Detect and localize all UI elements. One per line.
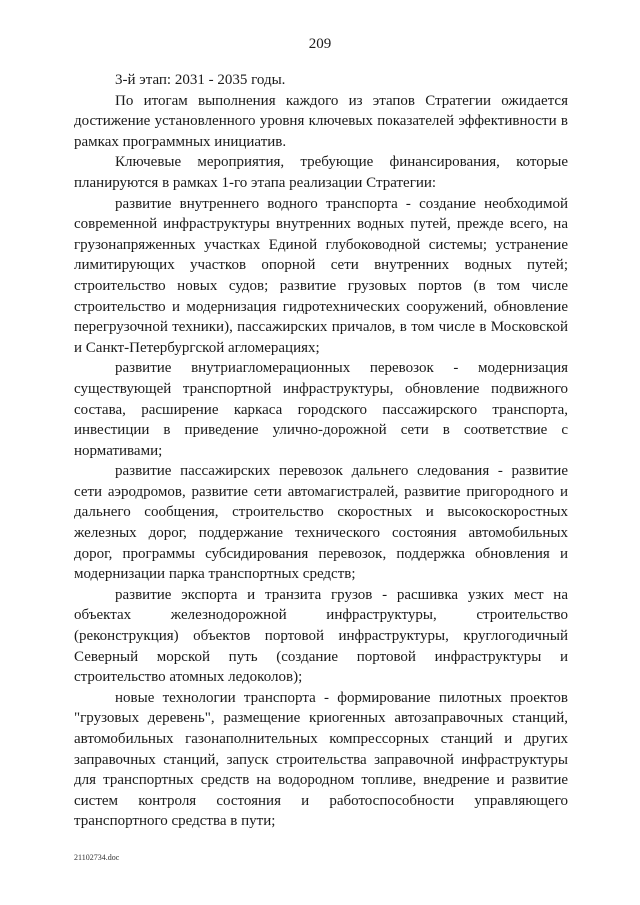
page-number: 209 [308, 36, 332, 52]
stage-3-paragraph: 3-й этап: 2031 - 2035 годы. [115, 72, 286, 88]
document-body [74, 70, 568, 832]
inland-water-transport-paragraph: развитие внутреннего водного транспорта - создание необходимой современной инфраструктуры внутренних водных путей, прежде всего, на грузонапряженных участках Единой глубоководной системы; устранение лимитирующих участков опорной сети внутренних водных путей; строительство новых судов; развитие грузовых портов (в том числе строительство и модернизация гидротехнических сооружений, обновление перегрузочной техники), пассажирских причалов, в том числе в Московской и Санкт-Петербургской агломерациях; [74, 195, 568, 356]
export-transit-paragraph: развитие экспорта и транзита грузов - расшивка узких мест на объектах железнодорожной инфраструктуры, строительство (реконструкция) объектов портовой инфраструктуры, круглогодичный Северный морской путь (создание портовой инфраструктуры и строительство атомных ледоколов); [74, 586, 568, 686]
document-filename: 21102734.doc [74, 853, 120, 862]
key-measures-intro-paragraph: Ключевые мероприятия, требующие финансирования, которые планируются в рамках 1-го этапа реализации Стратегии: [74, 154, 568, 191]
results-paragraph: По итогам выполнения каждого из этапов Стратегии ожидается достижение установленного уровня ключевых показателей эффективности в рамках программных инициатив. [74, 92, 568, 150]
intra-agglomeration-transport-paragraph: развитие внутриагломерационных перевозок - модернизация существующей транспортной инфраструктуры, обновление подвижного состава, расширение каркаса городского пассажирского транспорта, инвестиции в приведение улично-дорожной сети в соответствие с нормативами; [74, 360, 568, 459]
long-distance-passenger-paragraph: развитие пассажирских перевозок дальнего следования - развитие сети аэродромов, развитие сети автомагистралей, развитие пригородного и дальнего сообщения, строительство скоростных и высокоскоростных железных дорог, поддержание технического состояния автомобильных дорог, программы субсидирования перевозок, поддержка обновления и модернизации парка транспортных средств; [74, 463, 568, 583]
new-technologies-paragraph: новые технологии транспорта - формирование пилотных проектов "грузовых деревень", размещение криогенных автозаправочных станций, автомобильных газонаполнительных компрессорных станций и других заправочных станций, запуск строительства заправочной инфраструктуры для транспортных средств на водородном топливе, внедрение и развитие систем контроля состояния и работоспособности управляющего транспортного средства в пути; [74, 689, 568, 830]
